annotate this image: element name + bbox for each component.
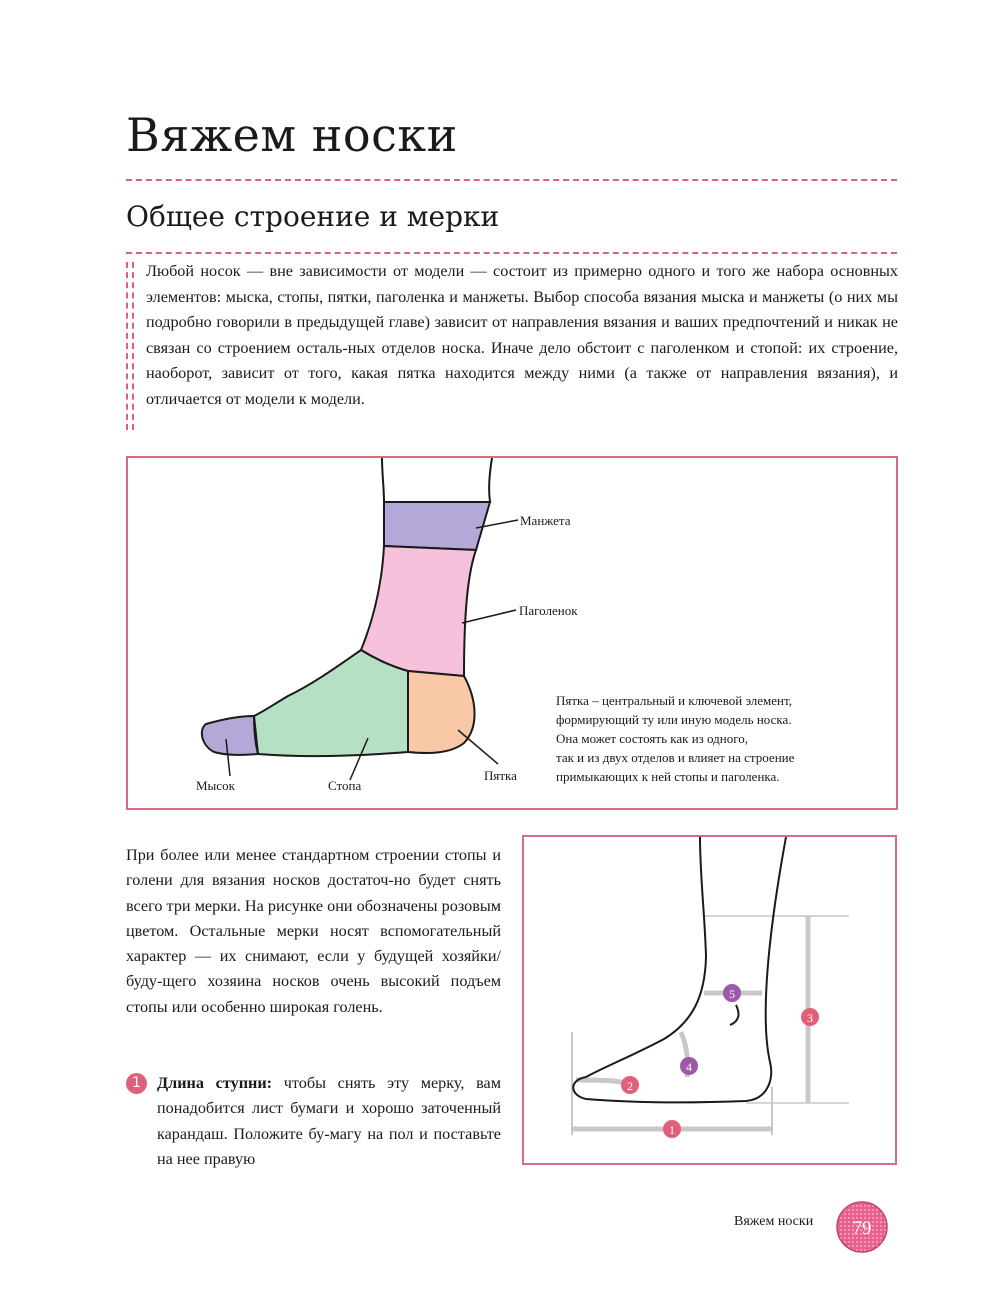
footer-section-title: Вяжем носки bbox=[734, 1214, 814, 1229]
heel-note bbox=[556, 693, 795, 784]
foot-outline bbox=[573, 837, 786, 1102]
marker-1 bbox=[663, 1120, 681, 1138]
measurements-diagram bbox=[522, 835, 897, 1165]
page-number-badge bbox=[835, 1200, 889, 1254]
measurements-paragraph: При более или менее стандартном строении стопы и голени для вязания носков достаточ-но будет снять всего три мерки. На рисунке они обозначены розовым цветом. Остальные мерки носят вспомогательный характер — их снимают, если у будущей хозяйки/буду-щего хозяина носков очень высокий подъем стопы или особенно широкая голень. bbox=[126, 846, 501, 1016]
item-number-badge: 1 bbox=[126, 1073, 147, 1094]
note-line: так и из двух отделов и влияет на строение bbox=[556, 750, 795, 765]
marker-4 bbox=[680, 1057, 698, 1075]
heel-region bbox=[408, 671, 475, 753]
page-number: 79 bbox=[852, 1218, 872, 1239]
marker-3-label: 3 bbox=[807, 1011, 813, 1025]
marker-4-label: 4 bbox=[686, 1060, 692, 1074]
marker-2 bbox=[621, 1076, 639, 1094]
item-term: Длина ступни: bbox=[157, 1074, 273, 1092]
foot-region bbox=[254, 650, 408, 756]
leg-pointer bbox=[462, 610, 516, 623]
section-subtitle: Общее строение и мерки bbox=[126, 200, 500, 233]
marker-3 bbox=[801, 1008, 819, 1026]
heel-pointer bbox=[458, 730, 498, 764]
sock-structure-diagram bbox=[126, 456, 898, 810]
note-line: Она может состоять как из одного, bbox=[556, 731, 748, 746]
item-description: чтобы снять эту мерку, вам понадобится лист бумаги и хорошо заточенный карандаш. Положите бу-магу на пол и поставьте на нее правую bbox=[157, 1074, 501, 1168]
heel-label: Пятка bbox=[484, 768, 517, 783]
marker-1-label: 1 bbox=[669, 1123, 675, 1137]
foot-measurements-illustration bbox=[524, 837, 895, 1163]
sock-illustration bbox=[128, 458, 896, 808]
title-divider bbox=[126, 179, 897, 181]
ankle-detail bbox=[730, 1005, 738, 1025]
intro-side-bar bbox=[126, 262, 134, 430]
cuff-region bbox=[384, 502, 490, 550]
leg-outline bbox=[382, 458, 492, 502]
note-line: Пятка – центральный и ключевой элемент, bbox=[556, 693, 792, 708]
page-title: Вяжем носки bbox=[126, 108, 458, 162]
leg-region bbox=[361, 546, 476, 676]
item-text bbox=[157, 1071, 501, 1172]
marker-2-label: 2 bbox=[627, 1079, 633, 1093]
intro-paragraph: Любой носок — вне зависимости от модели — состоит из примерно одного и того же набора основных элементов: мыска, стопы, пятки, паголенка и манжеты. Выбор способа вязания мыска и манжеты (о них мы подробно говорили в предыдущей главе) зависит от направления вязания и ваших предпочтений и никак не связан со строением осталь-ных отделов носка. Иначе дело обстоит с паголенком и стопой: их строение, наоборот, зависит от того, какая пятка находится между ними (а также от направления вязания), и отличается от модели к модели. bbox=[146, 262, 898, 408]
toe-label: Мысок bbox=[196, 778, 235, 793]
toe-region bbox=[202, 716, 258, 755]
note-line: формирующий ту или иную модель носка. bbox=[556, 712, 792, 727]
marker-5 bbox=[723, 984, 741, 1002]
subtitle-divider bbox=[126, 252, 897, 254]
leg-label: Паголенок bbox=[519, 603, 578, 618]
marker-5-label: 5 bbox=[729, 987, 735, 1001]
foot-label: Стопа bbox=[328, 778, 362, 793]
cuff-label: Манжета bbox=[520, 513, 571, 528]
note-line: примыкающих к ней стопы и паголенка. bbox=[556, 769, 780, 784]
